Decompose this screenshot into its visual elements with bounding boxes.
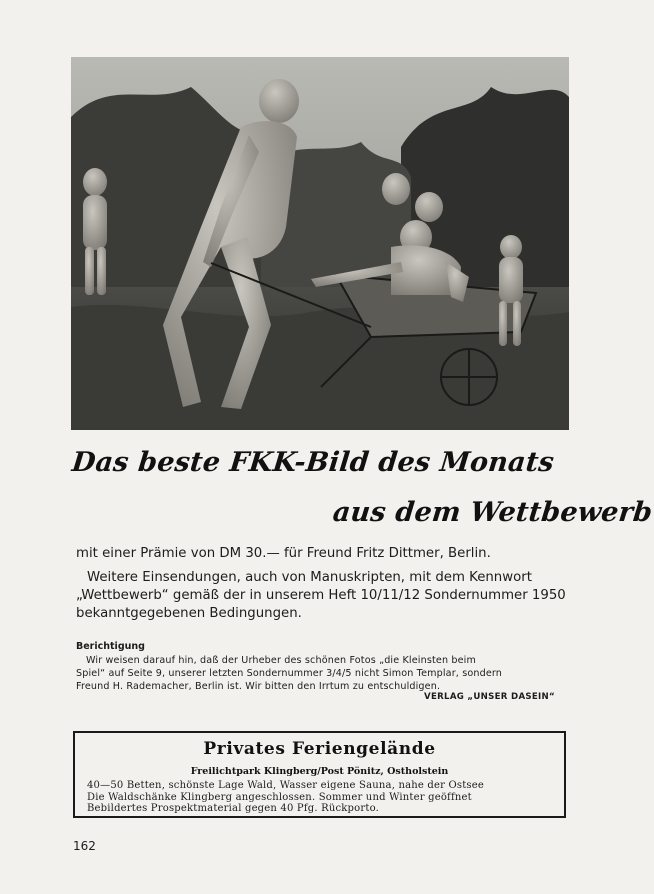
correction-text-line: Spiel“ auf Seite 9, unserer letzten Sondernummer 3/4/5 nicht Simon Templar, sondern — [76, 668, 503, 679]
advertisement-text-line: Die Waldschänke Klingberg angeschlossen. Sommer und Winter geöffnet — [87, 792, 472, 803]
article-text-line: „Wettbewerb“ gemäß der in unserem Heft 10/11/12 Sondernummer 1950 — [76, 588, 566, 603]
article-text-line: bekanntgegebenen Bedingungen. — [76, 606, 302, 621]
advertisement-text-line: Bebildertes Prospektmaterial gegen 40 Pfg. Rückporto. — [87, 803, 379, 814]
advertisement-title: Privates Feriengelände — [203, 739, 436, 759]
advertisement-box — [73, 731, 566, 818]
article-title-line-2: aus dem Wettbewerb — [331, 497, 654, 528]
correction-text-line: Wir weisen darauf hin, daß der Urheber des schönen Fotos „die Kleinsten beim — [86, 655, 476, 666]
advertisement-subtitle: Freilichtpark Klingberg/Post Pönitz, Ostholstein — [190, 766, 449, 777]
photograph — [71, 57, 569, 430]
page-number: 162 — [73, 839, 96, 853]
publisher-signature: VERLAG „UNSER DASEIN“ — [424, 692, 555, 702]
correction-text-line: Freund H. Rademacher, Berlin ist. Wir bitten den Irrtum zu entschuldigen. — [76, 681, 441, 692]
article-title-line-1: Das beste FKK-Bild des Monats — [70, 447, 556, 478]
article-text-line: Weitere Einsendungen, auch von Manuskripten, mit dem Kennwort — [87, 570, 532, 585]
article-text-line: mit einer Prämie von DM 30.— für Freund Fritz Dittmer, Berlin. — [76, 546, 491, 561]
advertisement-text-line: 40—50 Betten, schönste Lage Wald, Wasser eigene Sauna, nahe der Ostsee — [87, 780, 484, 791]
photo-illustration — [71, 57, 569, 430]
correction-heading: Berichtigung — [76, 641, 145, 652]
